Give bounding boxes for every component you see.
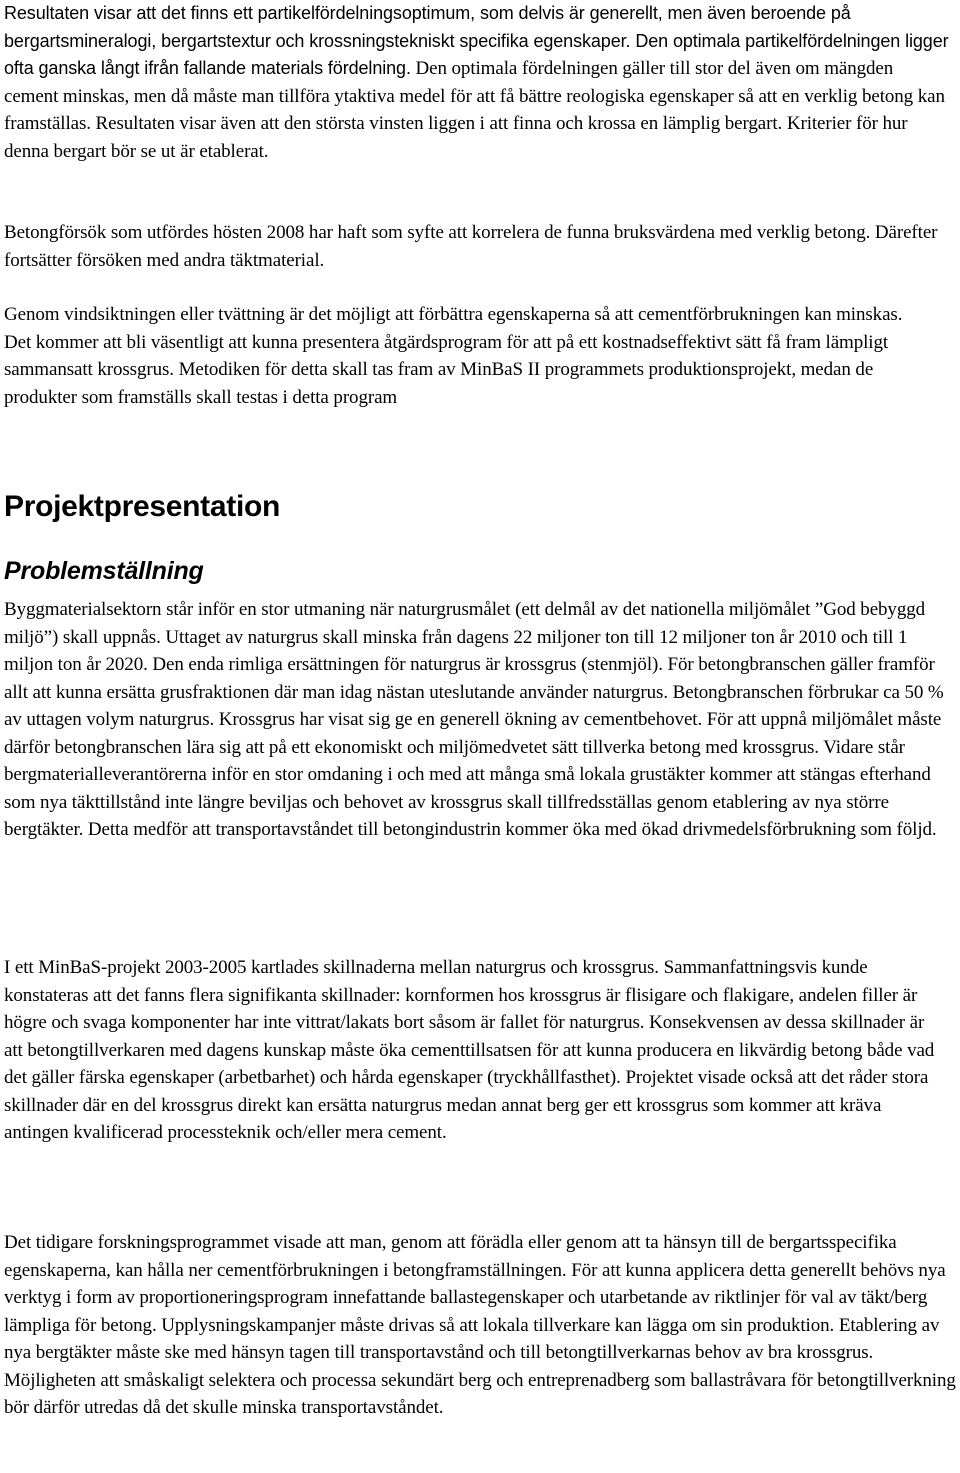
paragraph-problem-statement: Byggmaterialsektorn står inför en stor utmaning när naturgrusmålet (ett delmål av det nationella miljömålet ”God bebyggd miljö”) skall uppnås. Uttaget av naturgrus skall minska från dagens 22 miljoner ton till 12 miljoner ton år 2010 och till 1 miljon ton år 2020. Den enda rimliga ersättningen för naturgrus är krossgrus (stenmjöl). För betongbranschen gäller framför allt att kunna ersätta grusfraktionen där man idag nästan uteslutande använder naturgrus. Betongbranschen förbrukar ca 50 % av uttagen volym naturgrus. Krossgrus har visat sig ge en generell ökning av cementbehovet. För att uppnå miljömålet måste därför betongbranschen lära sig att på ett ekonomiskt och miljömedvetet sätt tillverka betong med krossgrus. Vidare står bergmaterialleverantörerna inför en stor omdaning i och med att många små lokala grustäkter kommer att stängas efterhand som nya täkttillstånd inte längre beviljas och behovet av krossgrus skall tillfredsställas genom etablering av nya större bergtäkter. Detta medför att transportavståndet till betongindustrin kommer öka med ökad drivmedelsförbrukning som följd. bbox=[4, 599, 944, 840]
paragraph-results-sans-text: Resultaten visar att det finns ett partikelfördelningsoptimum, som delvis är generellt, men även beroende på bergartsmineralogi, bergartstextur och krossningstekniskt specifika egenskaper. Den optimala partikelfördelningen ligger ofta ganska långt ifrån fallande materials fördelning. bbox=[4, 3, 949, 78]
paragraph-concrete-tests: Betongförsök som utfördes hösten 2008 har haft som syfte att korrelera de funna bruksvärdena med verklig betong. Därefter fortsätter försöken med andra täktmaterial. bbox=[4, 222, 938, 271]
subsection-heading: Problemställning bbox=[4, 557, 204, 585]
paragraph-results-intro bbox=[4, 0, 952, 165]
paragraph-previous-program: Det tidigare forskningsprogrammet visade att man, genom att förädla eller genom att ta hänsyn till de bergartsspecifika egenskaperna, kan hålla ner cementförbrukningen i betongframställningen. För att kunna applicera detta generellt behövs nya verktyg i form av proportioneringsprogram innefattande ballastegenskaper och utarbetande av riktlinjer för val av täkt/berg lämpliga för betong. Upplysningskampanjer måste drivas så att lokala tillverkare kan lägga om sin produktion. Etablering av nya bergtäkter måste ske med hänsyn tagen till transportavstånd och till betongtillverkarnas behov av bra krossgrus. Möjligheten att småskaligt selektera och processa sekundärt berg och entreprenadberg som ballastråvara för betongtillverkning bör därför utredas då det skulle minska transportavståndet. bbox=[4, 1232, 956, 1418]
section-heading: Projektpresentation bbox=[4, 490, 281, 523]
paragraph-wind-sifting: Genom vindsiktningen eller tvättning är det möjligt att förbättra egenskaperna så att cementförbrukningen kan minskas. Det kommer att bli väsentligt att kunna presentera åtgärdsprogram för att på ett kostnadseffektivt sätt få fram lämpligt sammansatt krossgrus. Metodiken för detta skall tas fram av MinBaS II programmets produktionsprojekt, medan de produkter som framställs skall testas i detta program bbox=[4, 304, 903, 408]
paragraph-results-serif-text: Den optimala fördelningen gäller till stor del även om mängden cement minskas, men då måste man tillföra ytaktiva medel för att få bättre reologiska egenskaper så att en verklig betong kan framställas. Resultaten visar även att den största vinsten liggen i att finna och krossa en lämplig bergart. Kriterier för hur denna bergart bör se ut är etablerat. bbox=[4, 58, 945, 162]
paragraph-minbas-project: I ett MinBaS-projekt 2003-2005 kartlades skillnaderna mellan naturgrus och krossgrus. Sammanfattningsvis kunde konstateras att det fanns flera signifikanta skillnader: kornformen hos krossgrus är flisigare och flakigare, andelen filler är högre och svaga komponenter har inte vittrat/lakats bort såsom är fallet för naturgrus. Konsekvensen av dessa skillnader är att betongtillverkaren med dagens kunskap måste öka cementtillsatsen för att kunna producera en likvärdig betong både vad det gäller färska egenskaper (arbetbarhet) och hårda egenskaper (tryckhållfasthet). Projektet visade också att det råder stora skillnader där en del krossgrus direkt kan ersätta naturgrus medan annat berg ger ett krossgrus som kommer att kräva antingen kvalificerad processteknik och/eller mera cement. bbox=[4, 957, 935, 1143]
